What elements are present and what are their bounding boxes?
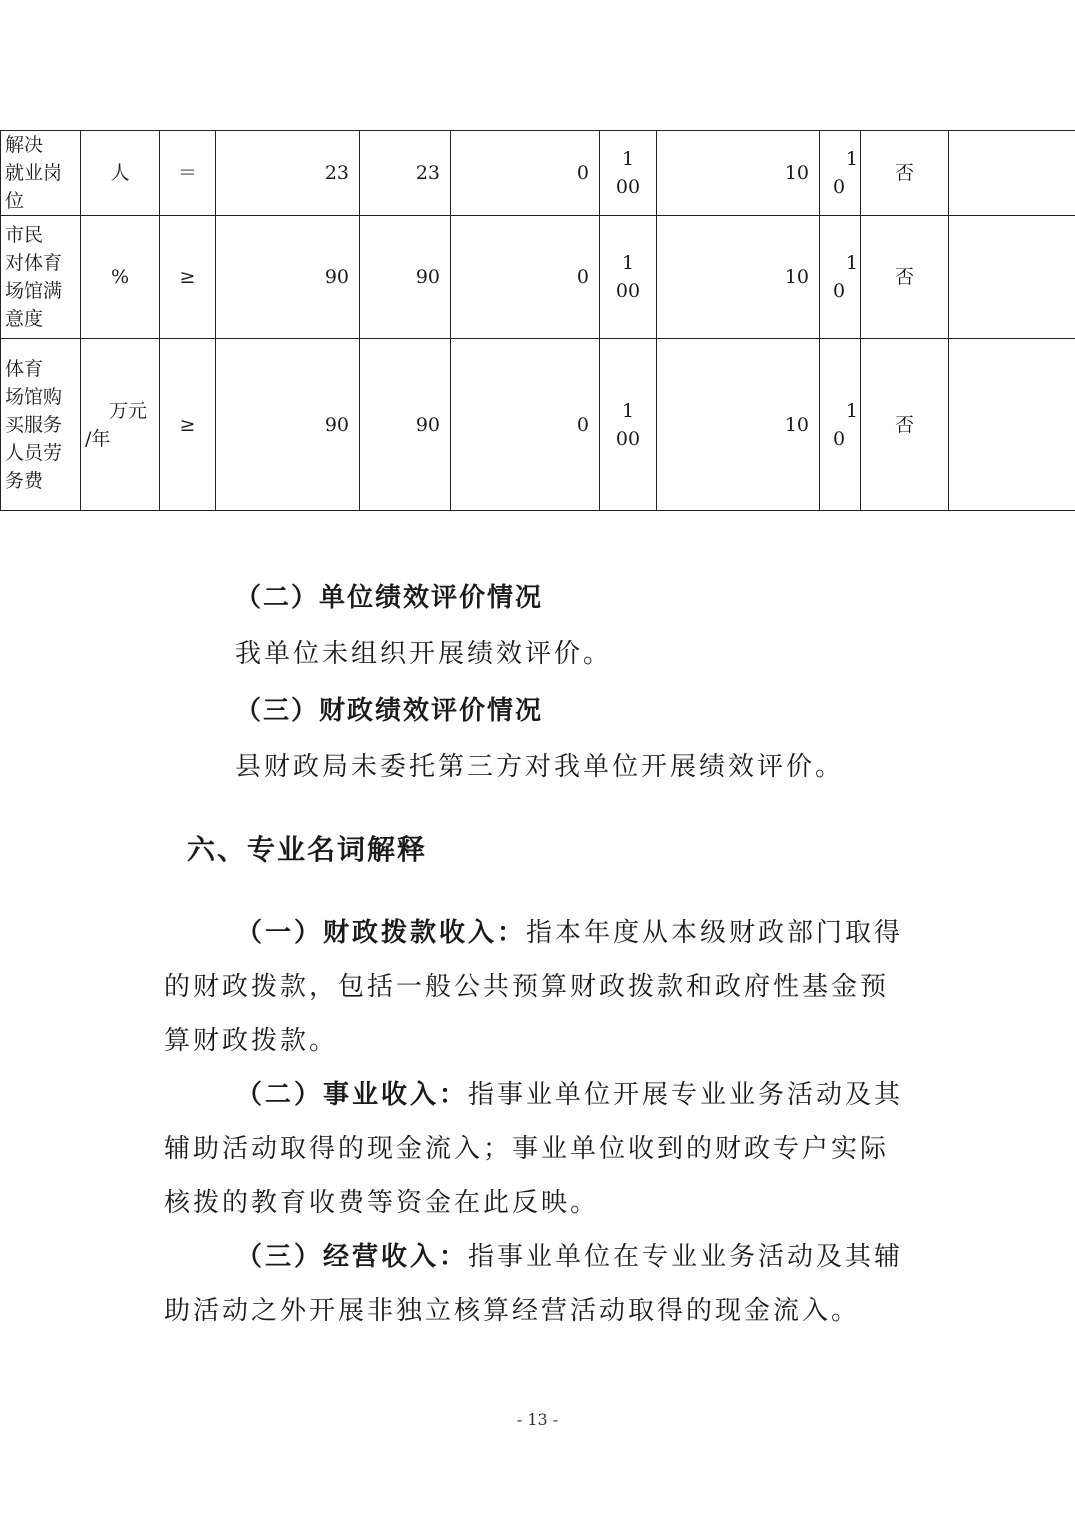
indicator-name-cell-line: 解决 — [5, 134, 44, 156]
indicator-name-cell-line: 买服务 — [5, 413, 63, 436]
actual-value-cell: 90 — [360, 216, 451, 339]
completion-rate-cell-line: 1 — [621, 399, 635, 422]
term-paragraph-2 — [164, 1068, 914, 1230]
weight-cell — [820, 131, 861, 216]
fiscal-eval-heading: （三）财政绩效评价情况 — [235, 696, 544, 726]
score-cell: 10 — [657, 339, 820, 511]
deviation-flag-cell: 否 — [861, 339, 949, 511]
actual-value-cell: 23 — [360, 131, 451, 216]
unit-cell — [81, 131, 160, 216]
weight-cell-line: 1 — [845, 252, 858, 274]
difference-cell: 0 — [451, 216, 600, 339]
difference-cell: 0 — [451, 339, 600, 511]
table-row — [1, 131, 1075, 216]
target-value-cell: 23 — [216, 131, 360, 216]
target-value-cell: 90 — [216, 216, 360, 339]
indicator-name-cell-line: 位 — [5, 190, 25, 212]
indicator-name-cell-line: 场馆购 — [5, 385, 63, 408]
indicator-name-cell — [1, 216, 81, 339]
unit-cell — [81, 339, 160, 511]
term-definition-2: 指事业单位开展专业业务活动及其辅助活动取得的现金流入；事业单位收到的财政专户实际核拨的教育收费等资金在此反映。 — [164, 1080, 904, 1218]
weight-cell-line: 1 — [845, 399, 858, 422]
page-number: - 13 - — [516, 1410, 559, 1429]
difference-cell: 0 — [451, 131, 600, 216]
indicator-name-cell-line: 人员劳 — [5, 441, 63, 464]
term-paragraph-1 — [164, 906, 914, 1068]
indicator-name-cell — [1, 131, 81, 216]
table-body — [1, 131, 1075, 511]
score-cell: 10 — [657, 131, 820, 216]
term-label-2: （二）事业收入： — [236, 1080, 469, 1110]
completion-rate-cell-line: 1 — [621, 252, 635, 274]
performance-indicator-table — [0, 130, 1075, 511]
fiscal-eval-text: 县财政局未委托第三方对我单位开展绩效评价。 — [235, 752, 845, 782]
indicator-name-cell-line: 市民 — [5, 224, 44, 246]
indicator-name-cell-line: 体育 — [5, 357, 44, 380]
indicator-name-cell — [1, 339, 81, 511]
operator-cell: ＝ — [160, 131, 216, 216]
score-cell: 10 — [657, 216, 820, 339]
indicator-name-cell-line: 意度 — [5, 308, 44, 330]
weight-cell-line: 1 — [845, 148, 858, 170]
target-value-cell: 90 — [216, 339, 360, 511]
section-six-heading: 六、专业名词解释 — [187, 833, 428, 866]
operator-cell: ≥ — [160, 339, 216, 511]
completion-rate-cell-line: 00 — [615, 280, 641, 302]
actual-value-cell: 90 — [360, 339, 451, 511]
table-row — [1, 339, 1075, 511]
term-definition-3: 指事业单位在专业业务活动及其辅助活动之外开展非独立核算经营活动取得的现金流入。 — [164, 1242, 904, 1326]
completion-rate-cell — [600, 339, 657, 511]
term-paragraph-3 — [164, 1230, 914, 1338]
completion-rate-cell-line: 00 — [615, 176, 641, 198]
unit-eval-text: 我单位未组织开展绩效评价。 — [235, 639, 613, 669]
unit-cell-line: /年 — [85, 427, 111, 450]
completion-rate-cell — [600, 131, 657, 216]
table-row — [1, 216, 1075, 339]
unit-cell-line: % — [110, 266, 130, 288]
operator-cell: ≥ — [160, 216, 216, 339]
weight-cell — [820, 216, 861, 339]
term-label-3: （三）经营收入： — [236, 1242, 469, 1272]
indicator-name-cell-line: 就业岗 — [5, 162, 63, 184]
completion-rate-cell — [600, 216, 657, 339]
weight-cell-line: 0 — [832, 280, 846, 302]
term-definition-1: 指本年度从本级财政部门取得的财政拨款，包括一般公共预算财政拨款和政府性基金预算财政拨款。 — [164, 918, 904, 1056]
unit-cell — [81, 216, 160, 339]
unit-cell-line: 万元 — [109, 399, 148, 422]
deviation-flag-cell: 否 — [861, 216, 949, 339]
weight-cell-line: 0 — [832, 176, 846, 198]
weight-cell — [820, 339, 861, 511]
unit-cell-line: 人 — [110, 162, 130, 184]
indicator-name-cell-line: 务费 — [5, 469, 44, 492]
indicator-name-cell-line: 场馆满 — [5, 280, 63, 302]
deviation-flag-cell: 否 — [861, 131, 949, 216]
note-cell — [949, 216, 1075, 339]
indicator-name-cell-line: 对体育 — [5, 252, 63, 274]
note-cell — [949, 339, 1075, 511]
note-cell — [949, 131, 1075, 216]
completion-rate-cell-line: 00 — [615, 427, 641, 450]
completion-rate-cell-line: 1 — [621, 148, 635, 170]
term-label-1: （一）财政拨款收入： — [236, 918, 527, 948]
weight-cell-line: 0 — [832, 427, 846, 450]
unit-eval-heading: （二）单位绩效评价情况 — [235, 583, 544, 613]
